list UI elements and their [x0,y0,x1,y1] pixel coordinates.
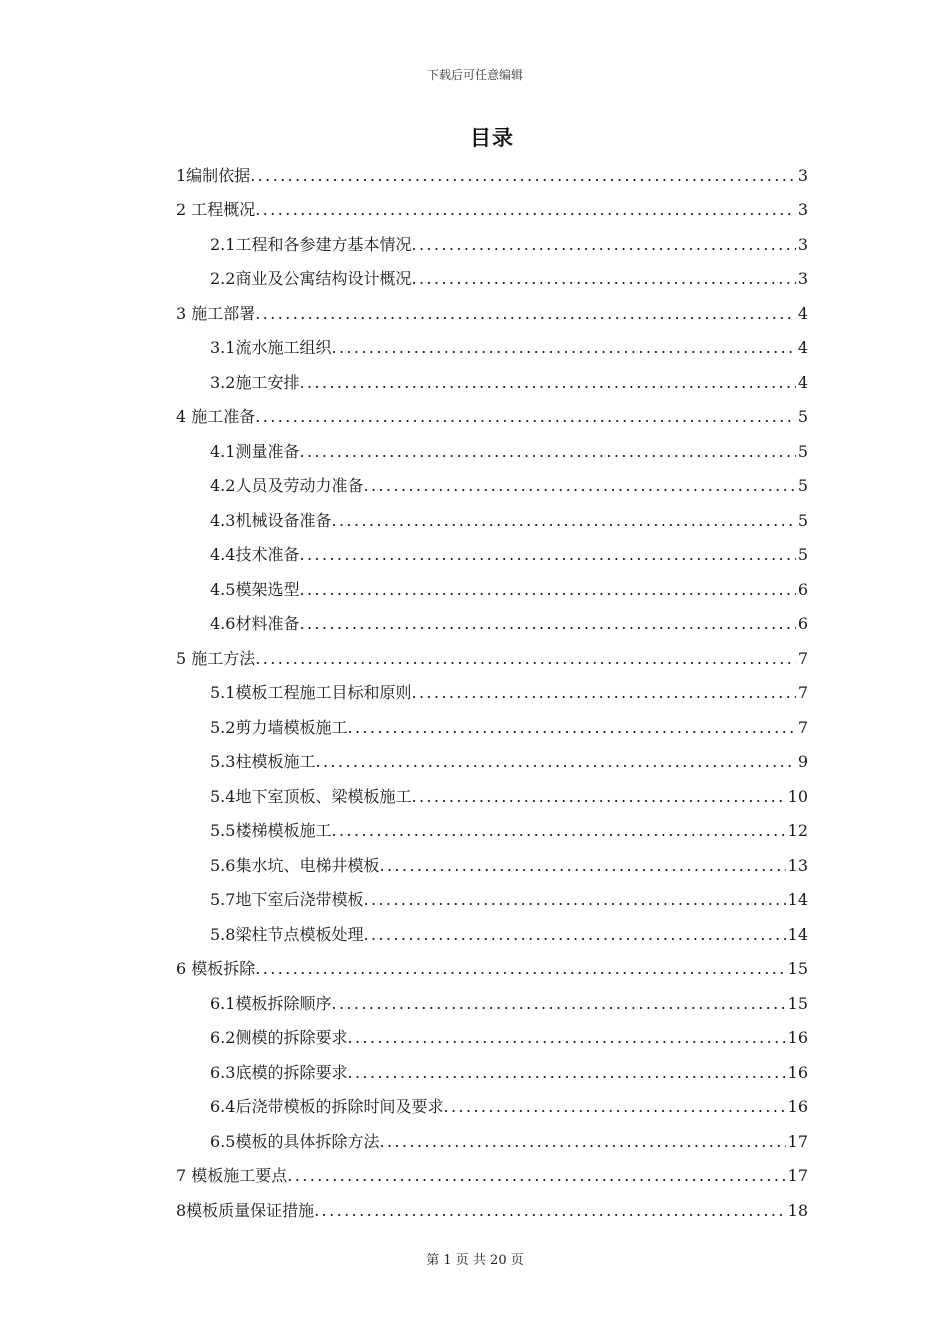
toc-entry[interactable] [176,743,808,778]
toc-entry-label: 5 施工方法 [176,648,256,668]
toc-entry-label: 4.1测量准备 [210,441,300,461]
toc-entry-label: 5.7地下室后浇带模板 [210,890,364,909]
toc-entry-label: 5.2剪力墙模板施工 [210,717,348,737]
toc-entry-page-number: 12 [787,821,808,840]
toc-entry-page-number: 7 [797,648,808,668]
table-of-contents [176,156,808,1226]
toc-dot-leader [314,1201,785,1226]
toc-entry-label: 6.5模板的具体拆除方法 [210,1131,380,1151]
toc-entry-page-number: 3 [797,269,808,288]
toc-entry-page-number: 14 [787,890,808,909]
toc-entry-page-number: 15 [787,993,808,1013]
toc-entry-page-number: 15 [787,959,808,978]
toc-dot-leader [299,545,795,570]
toc-entry[interactable] [176,605,808,640]
toc-entry-label: 4.5模架选型 [210,579,300,599]
toc-dot-leader [299,373,795,398]
toc-entry[interactable] [176,674,808,709]
toc-entry-page-number: 16 [787,1062,808,1082]
toc-title: 目录 [470,126,514,150]
toc-dot-leader [331,821,785,846]
toc-entry-label: 5.8梁柱节点模板处理 [210,924,364,944]
toc-entry-page-number: 6 [797,614,808,633]
toc-entry[interactable] [176,812,808,847]
toc-entry[interactable] [176,915,808,950]
toc-entry[interactable] [176,1157,808,1192]
toc-entry[interactable] [176,1191,808,1226]
toc-dot-leader [255,304,796,329]
toc-entry[interactable] [176,536,808,571]
toc-entry-label: 2 工程概况 [176,200,256,219]
toc-entry[interactable] [176,225,808,260]
toc-entry-page-number: 3 [797,234,808,254]
toc-entry-label: 6.4后浇带模板的拆除时间及要求 [210,1097,444,1116]
toc-entry-page-number: 4 [797,338,808,357]
toc-entry[interactable] [176,1088,808,1123]
toc-dot-leader [331,511,795,536]
toc-entry-page-number: 7 [797,717,808,737]
toc-entry[interactable] [176,191,808,226]
header-note: 下载后可任意编辑 [426,68,523,82]
toc-entry-page-number: 6 [797,579,808,599]
toc-dot-leader [347,718,795,743]
toc-dot-leader [411,269,795,294]
toc-entry-page-number: 4 [797,372,808,392]
toc-dot-leader [363,890,785,915]
toc-entry[interactable] [176,1019,808,1054]
toc-entry-label: 6.3底模的拆除要求 [210,1062,348,1082]
toc-entry-page-number: 5 [797,441,808,461]
toc-entry[interactable] [176,329,808,364]
toc-dot-leader [363,925,785,950]
toc-entry-page-number: 5 [797,476,808,495]
toc-entry-page-number: 16 [787,1028,808,1047]
toc-entry-label: 5.4地下室顶板、梁模板施工 [210,786,412,806]
toc-entry[interactable] [176,1122,808,1157]
toc-entry-page-number: 13 [787,855,808,875]
toc-entry[interactable] [176,294,808,329]
toc-entry-label: 4 施工准备 [176,407,256,426]
toc-entry[interactable] [176,398,808,433]
toc-entry[interactable] [176,501,808,536]
toc-entry[interactable] [176,363,808,398]
toc-dot-leader [411,787,785,812]
toc-entry-label: 6 模板拆除 [176,959,256,978]
toc-dot-leader [411,235,795,260]
toc-dot-leader [347,1063,785,1088]
toc-entry[interactable] [176,1053,808,1088]
toc-dot-leader [255,959,785,984]
toc-entry-label: 3 施工部署 [176,303,256,323]
toc-dot-leader [255,407,796,432]
toc-dot-leader [250,166,796,191]
toc-entry-page-number: 10 [787,786,808,806]
toc-dot-leader [299,442,795,467]
toc-entry-label: 4.4技术准备 [210,545,300,564]
toc-entry-label: 2.2商业及公寓结构设计概况 [210,269,412,288]
page-footer: 第 1 页 共 20 页 [426,1253,524,1268]
toc-entry[interactable] [176,708,808,743]
toc-entry-label: 2.1工程和各参建方基本情况 [210,234,412,254]
toc-entry-page-number: 7 [797,683,808,702]
toc-dot-leader [255,200,796,225]
toc-entry-label: 5.5楼梯模板施工 [210,821,332,840]
toc-entry[interactable] [176,950,808,985]
toc-entry-label: 4.6材料准备 [210,614,300,633]
toc-dot-leader [315,752,795,777]
toc-entry-page-number: 17 [787,1131,808,1151]
toc-entry[interactable] [176,156,808,191]
toc-entry-label: 6.2侧模的拆除要求 [210,1028,348,1047]
toc-dot-leader [363,476,795,501]
toc-entry-page-number: 9 [797,752,808,771]
toc-entry[interactable] [176,260,808,295]
toc-entry-page-number: 5 [797,510,808,530]
toc-entry[interactable] [176,984,808,1019]
toc-entry-label: 4.2人员及劳动力准备 [210,476,364,495]
toc-entry[interactable] [176,570,808,605]
toc-dot-leader [379,1132,785,1157]
toc-entry-label: 5.1模板工程施工目标和原则 [210,683,412,702]
toc-entry[interactable] [176,467,808,502]
toc-dot-leader [255,649,796,674]
toc-entry-label: 7 模板施工要点 [176,1166,288,1185]
toc-entry-page-number: 18 [787,1200,808,1220]
toc-entry-page-number: 17 [787,1166,808,1185]
toc-dot-leader [331,994,785,1019]
toc-dot-leader [379,856,785,881]
toc-entry-page-number: 3 [797,200,808,219]
toc-entry-page-number: 5 [797,407,808,426]
toc-dot-leader [299,614,795,639]
toc-dot-leader [347,1028,785,1053]
toc-dot-leader [443,1097,785,1122]
toc-entry[interactable] [176,639,808,674]
toc-entry[interactable] [176,777,808,812]
toc-dot-leader [287,1166,785,1191]
toc-entry[interactable] [176,846,808,881]
toc-entry-label: 1编制依据 [176,165,251,185]
toc-entry-label: 4.3机械设备准备 [210,510,332,530]
toc-entry-label: 5.6集水坑、电梯井模板 [210,855,380,875]
toc-entry-page-number: 16 [787,1097,808,1116]
toc-entry[interactable] [176,881,808,916]
toc-dot-leader [299,580,795,605]
toc-entry-page-number: 3 [797,165,808,185]
toc-entry[interactable] [176,432,808,467]
toc-entry-page-number: 5 [797,545,808,564]
toc-entry-page-number: 4 [797,303,808,323]
toc-entry-label: 3.2施工安排 [210,372,300,392]
toc-entry-label: 5.3柱模板施工 [210,752,316,771]
toc-entry-label: 3.1流水施工组织 [210,338,332,357]
toc-entry-label: 8模板质量保证措施 [176,1200,315,1220]
toc-dot-leader [411,683,795,708]
toc-entry-page-number: 14 [787,924,808,944]
toc-dot-leader [331,338,795,363]
toc-entry-label: 6.1模板拆除顺序 [210,993,332,1013]
